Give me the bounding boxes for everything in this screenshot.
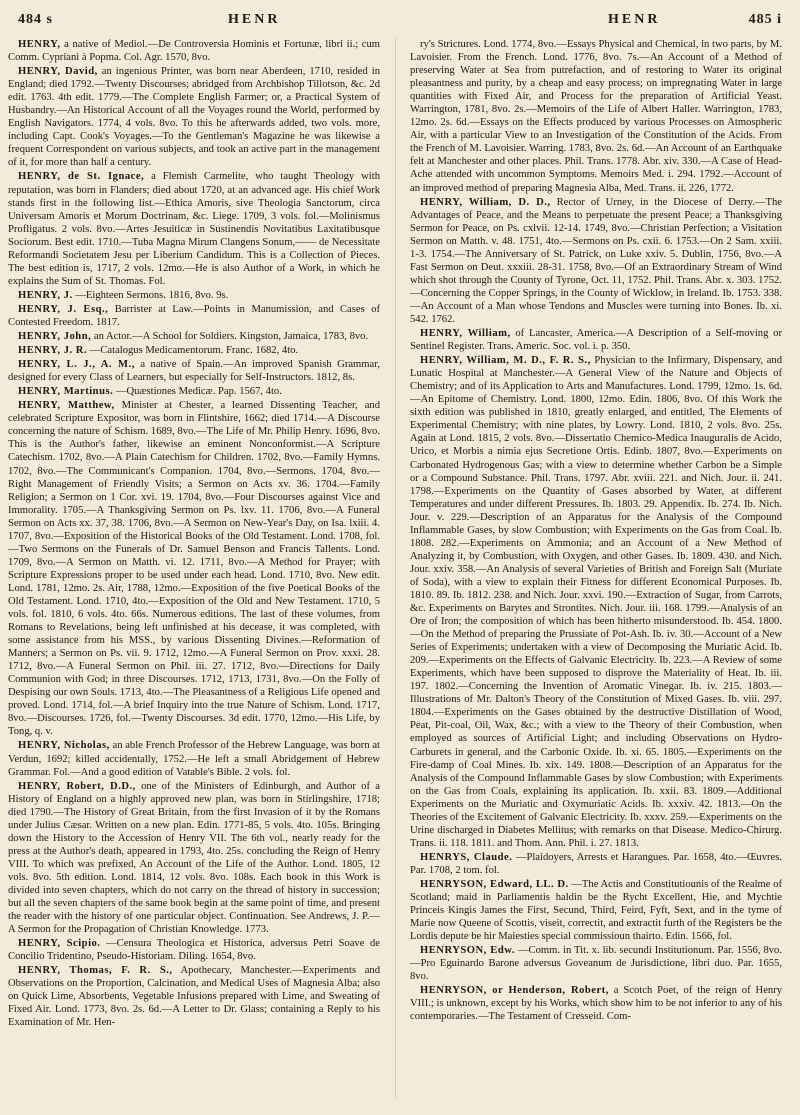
entry-headword: HENRY, Scipio. <box>18 938 101 950</box>
entry-text: a Flemish Carmelite, who taught Theology with reputation, was born in Flanders; died about 1720, at an advanced age. His chief Work stands first in the following list.—Ethica Amoris, sive Theologia Sanctorum, circa Universam Amoris et Morum Doctrinam, &c. Liege. 1709, 3 vols. fol.—Molinismus Profligatus. 2 vols. 8vo.—Artes Jesuiticæ in Sustinendis Novitatibus Laxitatibusque Sociorum. Best edit. 1710.—Tuba Magna Mirum Clangens Sonum,—— de Necessitate Reformandi Societatem Jesu per Liberium Candidum. This is a Collection of Pieces. The best edition is, 1717, 2 vols. 12mo.—He is also Author of a Work, in which he explains the Sum of St. Thomas. Fol. <box>8 171 380 287</box>
bibliography-entry <box>8 937 380 963</box>
bibliography-entry <box>410 984 782 1023</box>
entry-headword: HENRYSON, or Henderson, Robert, <box>420 985 609 997</box>
bibliography-entry <box>410 354 782 850</box>
entry-text: Physician to the Infirmary, Dispensary, and Lunatic Hospital at Manchester.—A General View of the Nature and Objects of Chemistry; and of its Application to Arts and Manufactures. Lond. 1799, 12mo. 1s. 6d.—An Epitome of Chemistry. Lond. 1800, 12mo. Edin. 1806, 8vo. Of this Work the sixth edition was published in 1810, greatly enlarged, and entitled, The Elements of Experimental Chemistry; with nine plates, by Lowry. Lond. 1810, 2 vols. 8vo. 25s. Again at Lond. 1815, 2 vols. 8vo.—Dissertatio Chemico-Medica Inauguralis de Acido, Urico, et Morbis a nimia ejus Secretione Ortis. Edinb. 1807, 8vo.—Experiments on Carbonated Hydrogenous Gas; with a view to determine whether Carbon be a Simple or a Compound Substance. Phil. Trans. 1797. Abr. xviii. 221. and Nich. Jour. ii. 241. 1798.—Experiments on the Quantity of Gases absorbed by Water, at different Temperatures and under different Pressures. Ib. 1803. 29. Appendix. Ib. 274. Ib. Nich. Jour. v. 229.—Description of an Apparatus for the Analysis of the Compound Inflammable Gases, by slow Combustion; with Experiments on the Gas from Coal. Ib. 1808. 282.—Experiments on Ammonia; and an Account of a New Method of Analyzing it, by Combustion, with Oxygen, and other Gases. Ib. 1809. 430. and Nich. Jour. xxiv. 358.—An Analysis of several Varieties of British and Foreign Salt (Muriate of Soda), with a view to explain their Fitness for different Economical Purposes. Ib. 1810. 89. Ib. 1812. 238. and Nich. Jour. xxvi. 190.—Extraction of Sugar, from Carrots, &c. Experiments on Barytes and Strontites. Nich. Jour. iii. 168. 1799.—Analysis of an Ore of Iron; the composition of which has been hitherto misunderstood. Ib. 454. 1800.—On the Method of preparing the Prussiate of Pot-Ash. Ib. iv. 30.—Account of a New Series of Experiments; undertaken with a view of Decomposing the Muriatic Acid. Ib. 209.—Experiments on the Effects of Galvanic Electricity. Ib. 223.—A Review of some Experiments, which have been supposed to disprove the Materiality of Heat. Ib. iii. 197. 1802.—Concerning the Invention of Aromatic Vinegar. Ib. iv. 215. 1803.—Illustrations of Mr. Dalton's Theory of the Constitution of Mixed Gases. Ib. viii. 297. 1804.—Experiments on the Gases obtained by the destructive Distillation of Wood, Peat, Pit-coal, Oil, Wax, &c.; with a view to the Theory of their Combustion, when employed as sources of Artificial Light; and including Observations on Hydro-Carburets in general, and the Carbonic Oxide. Ib. xi. 65. 1805.—Experiments on the Fire-damp of Coal Mines. Ib. xix. 149. 1808.—Description of an Apparatus for the Analysis of the Compound Inflammable Gases by slow Combustion; with Experiments on the Gas from Coals, explaining its application. Ib. xxii. 83. 1809.—Additional Experiments on the Muriatic and Oxymuriatic Acids. Ib. xxxiv. 42. 1813.—On the Theories of the Excitement of Galvanic Electricity. Ib. xxxv. 259.—Experiments on the Urine discharged in Diabetes Mellitus; with remarks on that Disease. Medico-Chirurg. Trans. ii. 118. 1811. and Thom. Ann. Phil. i. 27. 1813. <box>410 355 782 849</box>
entry-text: a native of Spain.—An improved Spanish Grammar, designed for every Class of Learners, but especially for Self-Instructors. 1812, 8s. <box>8 359 380 384</box>
entry-headword: HENRY, J. R. <box>18 345 88 357</box>
right-page-number: 485 i <box>748 12 782 27</box>
bibliography-entry <box>8 289 380 302</box>
entry-headword: HENRY, L. J., A. M., <box>18 359 135 371</box>
bibliography-entry <box>8 399 380 738</box>
entry-text: —Catalogus Medicamentorum. Franc. 1682, 4to. <box>89 345 299 357</box>
entry-text: —Plaidoyers, Arrests et Harangues. Par. 1658, 4to.—Œuvres. Par. 1708, 2 tom. fol. <box>410 851 782 876</box>
entry-headword: HENRYSON, Edward, LL. D. <box>420 879 569 890</box>
running-header <box>18 12 782 34</box>
entry-headword: HENRYSON, Edw. <box>420 945 515 957</box>
entry-text: ry's Strictures. Lond. 1774, 8vo.—Essays Physical and Chemical, in two parts, by M. Lavoisier. From the French. Lond. 1776, 8vo. 7s.—An Account of a Method of preserving Water at Sea from putrefaction, and of restoring to Water its original pleasantness and purity, by a cheap and easy process; on impregnating Water in large quantities with Fixed Air, and Process for the preparation of Artificial Yeast. Warrington, 1781, 8vo. 2s.—Memoirs of the Life of Albert Haller. Warrington, 1783, 12mo. 2s. 6d.—Essays on the Effects produced by various Processes on Atmospheric Air, with a particular View to an Investigation of the Constitution of the Acids. From the French of M. Lavoisier. Warring. 1783, 8vo. 2s. 6d.—An Account of an Earthquake felt at Manchester and other places. Phil. Trans. 1778. Abr. xiv. 330.—A Case of Head-Ache attended with uncommon Symptoms. Memoirs Med. i. 294. 1792.—Account of an improved method of preparing Magnesia Alba, Med. Trans. ii. 226, 1772. <box>410 39 782 194</box>
entry-headword: HENRY, Matthew, <box>18 400 115 412</box>
entry-headword: HENRYS, Claude. <box>420 851 513 863</box>
bibliography-entry <box>410 327 782 353</box>
entry-text: —Eighteen Sermons. 1816, 8vo. 9s. <box>75 289 229 301</box>
bibliography-entry <box>8 303 380 329</box>
left-running-head: HENR <box>228 12 281 27</box>
entry-headword: HENRY, William, <box>420 328 511 340</box>
left-page-number: 484 s <box>18 12 53 27</box>
bibliography-entry <box>8 964 380 1029</box>
bibliography-entry <box>8 170 380 287</box>
bibliography-entry <box>8 385 380 398</box>
entry-text: Rector of Urney, in the Diocese of Derry.—The Advantages of Peace, and the Means to perpetuate the present Peace; a Thanksgiving Sermon for Peace, on Ps. cxlvii. 12-14. 1749, 8vo.—Christian Perfection; a Visitation Sermon on Matth. v. 48. 1751, 4to.—Sermons on Ps. cxii. 6. 1753.—On 2 Sam. xxiii. 1-3. 1754.—The Anniversary of St. Patrick, on Luke xxiv. 5. Dublin, 1756, 8vo.—A Fast Sermon on Deut. xxxiii. 28-31. 1758, 8vo.—Of an Extraordinary Stream of Wind which shot through the County of Tyrone, Oct. 11, 1752. Phil. Trans. Abr. x. 303. 1752.—Concerning the Copper Springs, in the County of Wicklow, in Ireland. Ib. 1753. 338.—An Account of a Man whose Tendons and Muscles were turning into Bones. Ib. xi. 542. 1762. <box>410 196 782 325</box>
entry-text: —Censura Theologica et Historica, adversus Petri Soave de Concilio Tridentino, Pseudo-Historiam. Diling. 1654, 8vo. <box>8 938 380 963</box>
bibliography-entry <box>410 196 782 326</box>
entry-headword: HENRY, William, M. D., F. R. S., <box>420 355 591 367</box>
bibliography-entry <box>8 358 380 384</box>
entry-text: —Quæstiones Medicæ. Pap. 1567, 4to. <box>115 386 282 398</box>
bibliography-entry <box>8 739 380 778</box>
entry-text: Barrister at Law.—Points in Manumission, and Cases of Contested Freedom. 1817. <box>8 303 380 328</box>
entry-text: a native of Mediol.—De Controversia Hominis et Fortunæ, libri ii.; cum Comm. Cypriani à Popma. Col. Agr. 1570, 8vo. <box>8 39 380 64</box>
bibliography-entry <box>8 38 380 64</box>
entry-text: an Actor.—A School for Soldiers. Kingston, Jamaica, 1783, 8vo. <box>93 331 369 343</box>
entry-text: Minister at Chester, a learned Dissenting Teacher, and celebrated Scripture Expositor, was born in Flintshire, 1662; died 1714.—A Discourse concerning the nature of Schism. 1689, 8vo.—The Life of Mr. Philip Henry. 1696, 8vo. This is the Author's father, likewise an eminent Nonconformist.—A Scripture Catechism. 1702, 8vo.—A Plain Catechism for Children. 1702, 8vo.—Family Hymns. 1702, 8vo.—The Communicant's Companion. 1704, 8vo.—Sermons. 1704, 8vo.—Right Management of Friendly Visits; a Sermon on Acts xv. 36. 1704.—Family Religion; a Sermon on 1 Cor. xvi. 19. 1704, 8vo.—Four Discourses against Vice and Immorality. 1705.—A Thanksgiving Sermon on Ps. lxv. 11. 1706, 8vo.—A Funeral Sermon on Acts xx. 37, 38. 1706, 8vo.—A Sermon on New-Year's Day, on Isa. lxiii. 4. 1707, 8vo.—Exposition of the Historical Books of the Old Testament. Lond. 1708, fol.—Two Sermons on the Funerals of Dr. Samuel Benson and Francis Tallents. Lond. 1709, 8vo.—A Sermon on Matth. vi. 12. 1711, 8vo.—A Method for Prayer; with Scripture Expressions proper to be used under each head. Lond. 1710, 8vo. New edit. Lond. 1781, 12mo. 2s. Air, 1788, 12mo.—Exposition of the five Poetical Books of the Old Testament. Lond. 1710, 4to.—Exposition of the Old and New Testament. 1710, 5 vols. fol. 1810, 6 vols. 4to. 66s. Numerous editions. The last of these volumes, from Romans to Revelations, being left unfinished at his decease, it was completed, with some assistance from his MSS., by various Dissenting Divines.—Reformation of Manners; a Sermon on Ps. vii. 9. 1712, 12mo.—A Funeral Sermon on Prov. xxxi. 28. 1712, 8vo.—A Funeral Sermon on Phil. iii. 27. 1712, 8vo.—Directions for Daily Communion with God; in three Discourses. 1712, 1713, 1731, 8vo.—On the Folly of Despising our own Souls. 1713, 4to.—The Pleasantness of a Religious Life opened and proved. Lond. 1714, fol.—A brief Inquiry into the true Nature of Schism. Lond. 1717, 8vo.—Discourses. 1726, fol.—Twenty Discourses. 3d edit. 1770, 12mo.—His Life, by Tong, q. v. <box>8 400 380 738</box>
bibliography-entry <box>410 878 782 943</box>
entry-headword: HENRY, John, <box>18 331 92 343</box>
entry-text: —Comm. in Tit. x. lib. secundi Institutionum. Par. 1556, 8vo.—Pro Eguinardo Barone adversus Goveanum de Jurisdictione, libri duo. Par. 1655, 8vo. <box>410 945 782 983</box>
bibliography-entry <box>410 944 782 983</box>
entry-text: —The Actis and Constitutiounis of the Realme of Scotland; maid in Parliamentis haldin be the Rycht Excellent, Hie, and Mychtie Princeis Kingis James the First, Secund, Third, Feird, Fyft, Sext, and in the tyme of Marie now Queene of Scottis, viseit, correctit, and extractit furth of the Registers be the Lordis depute be hir Maiesties special commissioun thairto. Edin. 1566, fol. <box>410 879 783 943</box>
entry-headword: HENRY, David, <box>18 66 98 78</box>
bibliography-entry <box>410 38 782 195</box>
entry-text: a Scotch Poet, of the reign of Henry VIII.; is unknown, except by his Works, which show him to be not inferior to any of his contemporaries.—The Testament of Cresseid. Com- <box>410 985 783 1023</box>
entry-text: Apothecary, Manchester.—Experiments and Observations on the Proportion, Calcination, and Medical Uses of Magnesia Alba; also on Quick Lime, Absorbents, Vegetable Infusions prepared with Lime, and Sweating of Fixed Air. Lond. 1773, 8vo. 2s. 6d.—A Letter to Dr. Glass; containing a Reply to his Examination of Mr. Hen- <box>8 965 380 1029</box>
left-column <box>8 38 380 1031</box>
right-running-head: HENR <box>608 12 661 27</box>
entry-headword: HENRY, J. <box>18 289 73 301</box>
bibliography-entry <box>410 851 782 877</box>
bibliography-entry <box>8 330 380 343</box>
bibliography-entry <box>8 344 380 357</box>
entry-text: of Lancaster, America.—A Description of a Self-moving or Sentinel Register. Trans. Americ. Soc. vol. i. p. 350. <box>410 328 782 353</box>
right-column <box>410 38 782 1025</box>
entry-headword: HENRY, de St. Ignace, <box>18 171 145 183</box>
entry-text: an ingenious Printer, was born near Aberdeen, 1710, resided in England; died 1792.—Twenty Discourses; abridged from Archbishop Tillotson, &c. 2d edit. 1763. 4th edit. 1779.—The Complete English Farmer; or, a Practical System of Husbandry.—An Historical Account of all the Voyages round the World, performed by English Navigators. 1774, 4 vols. 8vo. To this he afterwards added, two vols. more, including Capt. Cook's Voyages.—To the Gentleman's Magazine he was likewise a frequent Correspondent on various subjects, and took an active part in the management of it, for more than half a century. <box>8 66 380 169</box>
entry-headword: HENRY, Martinus. <box>18 386 114 398</box>
entry-headword: HENRY, J. Esq., <box>18 303 109 315</box>
entry-text: an able French Professor of the Hebrew Language, was born at Verdun, 1692; killed accidentally, 1752.—He left a small Abridgement of Hebrew Grammar. Fol.—And a good edition of Vatable's Bible. 2 vols. fol. <box>8 740 380 778</box>
entry-headword: HENRY, <box>18 39 61 50</box>
entry-headword: HENRY, Nicholas, <box>18 740 110 752</box>
entry-headword: HENRY, Robert, D.D., <box>18 780 136 792</box>
entry-headword: HENRY, William, D. D., <box>420 196 551 208</box>
bibliography-entry <box>8 65 380 169</box>
entry-text: one of the Ministers of Edinburgh, and Author of a History of England on a highly approved new plan, was born in Stirlingshire, 1718; died 1790.—The History of Great Britain, from the first Invasion of it by the Romans under Julius Cæsar. Written on a new plan. Edin. 1771-85, 5 vols. 4to. 105s. Bringing down the History to the Accession of Henry VII. The 6th vol., nearly ready for the press at the Author's death, appeared in 1793, 4to. 25s. concluding the Reign of Henry VIII. To which was prefixed, An Account of the Life of the Author. Lond. 1805, 12 vols. 8vo. 5th edition. Lond. 1814, 12 vols. 8vo. 108s. Each book in this Work is divided into seven chapters, which do not carry on the thread of history in succession; but all the seven chapters of the same book begin at the same point of time, and present the reader with the history of one particular object. Continuation. See Andrews, J. P.—A Sermon for the Propagation of Christian Knowledge. 1773. <box>8 780 380 936</box>
entry-headword: HENRY, Thomas, F. R. S., <box>18 965 173 977</box>
column-divider <box>395 38 396 1098</box>
bibliography-entry <box>8 780 380 937</box>
